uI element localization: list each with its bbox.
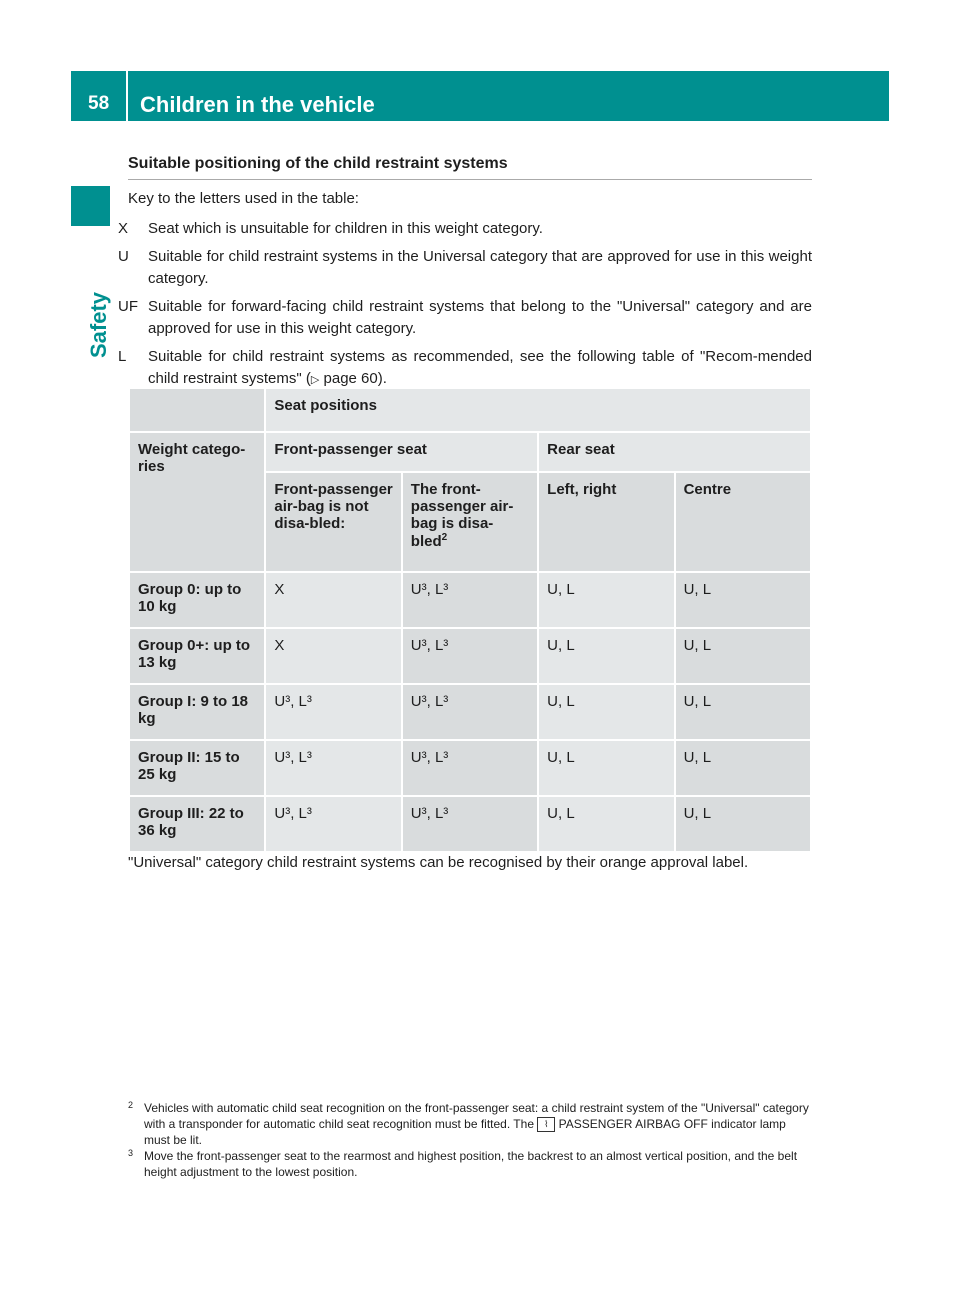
table-row [130,797,810,851]
page-pointer-icon: ▷ [310,374,320,386]
key-text [148,346,812,391]
key-text-start: Suitable for child restraint systems as recommended, see the following table of "Recom-mended child restraint systems" ( [148,348,812,387]
table-corner [130,389,264,431]
weight-categories-header: Weight catego-ries [130,433,264,571]
airbag-off-cell: U³, L³ [403,685,537,739]
footnote-mark: 3 [128,1148,134,1159]
key-intro: Key to the letters used in the table: [128,190,359,207]
universal-note: "Universal" category child restraint systems can be recognised by their orange approval label. [128,854,749,871]
page-reference-link[interactable]: page 60). [319,370,387,387]
rear-seat-header: Rear seat [539,433,810,471]
left-right-cell: U, L [539,629,673,683]
page-number: 58 [88,93,110,114]
airbag-off-cell: U³, L³ [403,629,537,683]
airbag-on-cell: X [266,629,400,683]
left-right-header: Left, right [539,473,673,571]
side-tab-label: Safety [86,291,111,358]
key-letter: UF [118,298,138,315]
seat-positions-header: Seat positions [266,389,810,431]
side-tab [86,278,118,358]
airbag-on-cell: U³, L³ [266,797,400,851]
chapter-title: Children in the vehicle [140,92,375,117]
footnote [128,1100,812,1148]
airbag-on-cell: X [266,573,400,627]
key-item [118,296,812,340]
centre-cell: U, L [676,629,810,683]
key-text: Suitable for child restraint systems in the Universal category that are approved for use in this weight category. [148,248,812,287]
header-divider [126,71,128,121]
table-row [130,685,810,739]
seat-positions-table [128,387,812,853]
centre-cell: U, L [676,685,810,739]
centre-cell: U, L [676,797,810,851]
key-text: Suitable for forward-facing child restraint systems that belong to the "Universal" category and are approved for use in this weight category. [148,298,812,337]
front-passenger-seat-header: Front-passenger seat [266,433,537,471]
table-row [130,741,810,795]
footnotes [128,1100,812,1180]
section-title: Suitable positioning of the child restraint systems [128,155,812,180]
footnote-text-end: PASSENGER AIRBAG OFF indicator lamp must be lit. [144,1117,786,1148]
key-item [118,346,812,391]
footnote [128,1148,812,1180]
centre-cell: U, L [676,741,810,795]
group-cell: Group 0: up to 10 kg [130,573,264,627]
airbag-off-cell: U³, L³ [403,797,537,851]
page-header [71,71,889,121]
key-letter: U [118,248,129,265]
airbag-disabled-label: The front-passenger air-bag is disa-bled [410,481,514,550]
airbag-on-cell: U³, L³ [266,685,400,739]
airbag-off-icon: ⌇ [537,1117,555,1132]
group-cell: Group III: 22 to 36 kg [130,797,264,851]
table-row [130,629,810,683]
side-marker [71,186,110,226]
table-row [130,573,810,627]
airbag-off-cell: U³, L³ [403,573,537,627]
footnote-text [144,1100,812,1148]
footnote-text: Move the front-passenger seat to the rearmost and highest position, the backrest to an almost vertical position, and the belt height adjustment to the lowest position. [144,1149,798,1180]
key-text: Seat which is unsuitable for children in this weight category. [148,220,543,237]
centre-header: Centre [676,473,810,571]
footnote-ref: 2 [441,532,448,543]
key-letter: L [118,348,127,365]
airbag-off-cell: U³, L³ [403,741,537,795]
group-cell: Group 0+: up to 13 kg [130,629,264,683]
key-item [118,246,812,290]
left-right-cell: U, L [539,685,673,739]
left-right-cell: U, L [539,573,673,627]
key-letter: X [118,220,129,237]
group-cell: Group II: 15 to 25 kg [130,741,264,795]
airbag-not-disabled-header: Front-passenger air-bag is not disa-bled: [266,473,400,571]
centre-cell: U, L [676,573,810,627]
left-right-cell: U, L [539,797,673,851]
airbag-disabled-header [403,473,537,571]
airbag-on-cell: U³, L³ [266,741,400,795]
footnote-mark: 2 [128,1100,134,1110]
left-right-cell: U, L [539,741,673,795]
group-cell: Group I: 9 to 18 kg [130,685,264,739]
footnote-text-start: Vehicles with automatic child seat recognition on the front-passenger seat: a child restraint system of the "Universal" category with a transponder for automatic child seat recognition must be fitted. The [144,1101,809,1131]
key-item [118,218,812,240]
key-list [118,218,812,397]
